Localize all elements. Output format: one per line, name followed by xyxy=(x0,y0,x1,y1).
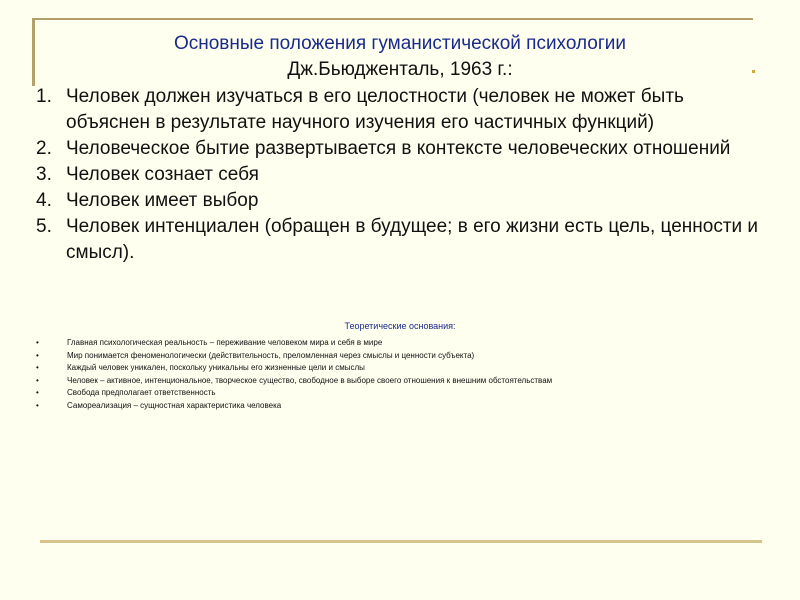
bullet-icon: • xyxy=(36,400,39,410)
theory-item-text: Каждый человек уникален, поскольку уникальны его жизненные цели и смыслы xyxy=(67,363,365,372)
theory-item-text: Самореализация – сущностная характеристика человека xyxy=(67,400,282,410)
item-text: Человек сознает себя xyxy=(66,164,259,185)
slide-title: Основные положения гуманистической психологии xyxy=(173,33,627,54)
item-number: 2. xyxy=(36,138,52,159)
theory-item xyxy=(36,387,756,400)
theory-item xyxy=(36,362,756,375)
list-item xyxy=(36,136,766,162)
bullet-icon: • xyxy=(36,363,39,372)
decorative-top-line xyxy=(32,18,753,20)
theory-item xyxy=(36,375,756,388)
theory-item-text: Человек – активное, интенциональное, творческое существо, свободное в выборе своего отношения к внешним обстоятельствам xyxy=(67,375,553,385)
item-number: 4. xyxy=(36,190,52,211)
slide-subtitle: Дж.Бьюдженталь, 1963 г.: xyxy=(287,59,513,80)
theory-list xyxy=(36,337,756,412)
list-item xyxy=(36,214,766,266)
item-number: 5. xyxy=(36,216,52,237)
theory-item-text: Свобода предполагает ответственность xyxy=(67,388,216,397)
decorative-bottom-line xyxy=(40,540,762,543)
bullet-icon: • xyxy=(36,350,39,360)
item-text: Человек интенциален (обращен в будущее; в его жизни есть цель, ценности и смысл). xyxy=(66,216,759,263)
item-text: Человеческое бытие развертывается в контексте человеческих отношений xyxy=(66,138,731,159)
item-number: 1. xyxy=(36,86,52,107)
list-item xyxy=(36,188,766,214)
list-item xyxy=(36,162,766,188)
item-text: Человек имеет выбор xyxy=(66,190,259,211)
theory-item xyxy=(36,350,756,363)
theory-item-text: Мир понимается феноменологически (действительность, преломленная через смыслы и ценности субъекта) xyxy=(67,350,475,360)
theory-item xyxy=(36,337,756,350)
item-text: Человек должен изучаться в его целостности (человек не может быть объяснен в результате научного изучения его частичных функций) xyxy=(66,86,684,133)
bullet-icon: • xyxy=(36,338,39,347)
theory-item-text: Главная психологическая реальность – переживание человеком мира и себя в мире xyxy=(67,338,383,347)
main-points-list xyxy=(36,84,766,266)
theory-heading: Теоретические основания: xyxy=(344,321,456,331)
bullet-icon: • xyxy=(36,375,39,385)
theory-item xyxy=(36,400,756,413)
item-number: 3. xyxy=(36,164,52,185)
bullet-icon: • xyxy=(36,388,39,397)
list-item xyxy=(36,84,766,136)
